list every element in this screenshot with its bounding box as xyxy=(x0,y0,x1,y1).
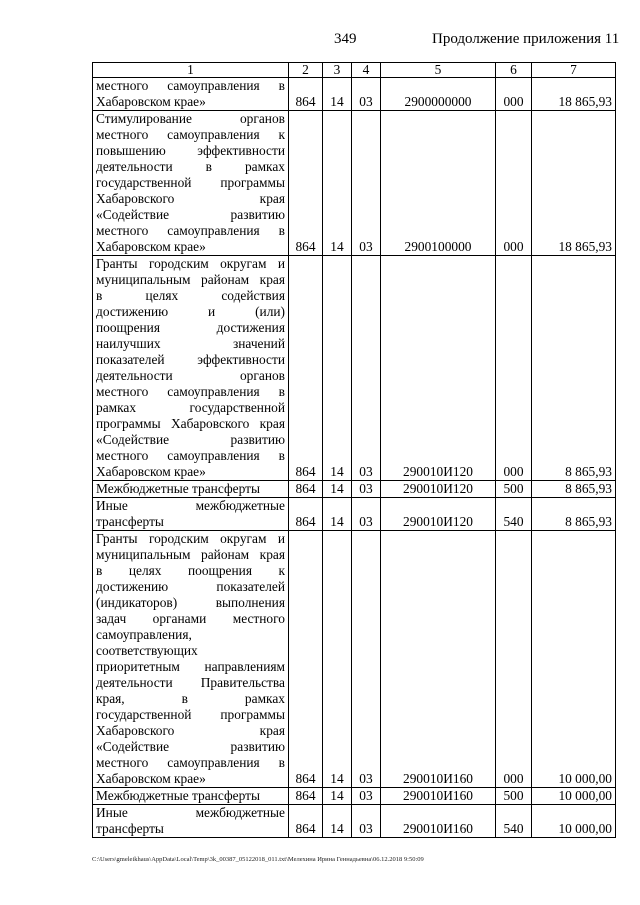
column-header: 1 xyxy=(93,63,289,78)
row-name-line: Межбюджетные трансферты xyxy=(96,481,260,496)
table-header-row xyxy=(93,63,616,78)
target-article-cell: 2900100000 xyxy=(381,111,496,256)
section-code-cell: 14 xyxy=(323,78,352,111)
row-name-cell xyxy=(93,788,289,805)
amount-cell: 8 865,93 xyxy=(532,481,616,498)
row-name-line: деятельности в рамках xyxy=(96,159,285,174)
row-name-line: в целях поощрения к xyxy=(96,563,285,578)
file-path-footer: C:\Users\gmeleikhaus\AppData\Local\Temp\3k_00387_05122018_011.txt\Мелехина Ирина Геннадьевна\06.12.2018 9:50:09 xyxy=(92,856,424,863)
target-article-cell: 290010И160 xyxy=(381,531,496,788)
row-name-line: программы Хабаровского края xyxy=(96,416,285,431)
section-code-cell: 14 xyxy=(323,481,352,498)
row-name-line: Межбюджетные трансферты xyxy=(96,788,260,803)
amount-cell: 8 865,93 xyxy=(532,256,616,481)
column-header: 3 xyxy=(323,63,352,78)
row-name-line: показателей эффективности xyxy=(96,352,285,367)
expense-type-cell: 500 xyxy=(496,788,532,805)
ministry-code-cell: 864 xyxy=(289,805,323,838)
row-name-line: муниципальным районам края xyxy=(96,547,285,562)
amount-cell: 18 865,93 xyxy=(532,111,616,256)
row-name-line: Хабаровском крае» xyxy=(96,464,206,479)
expense-type-cell: 000 xyxy=(496,111,532,256)
column-header: 5 xyxy=(381,63,496,78)
row-name-line: (индикаторов) выполнения xyxy=(96,595,285,610)
table-row xyxy=(93,805,616,838)
row-name-line: местного самоуправления в xyxy=(96,384,285,399)
row-name-line: достижению показателей xyxy=(96,579,285,594)
section-code-cell: 14 xyxy=(323,788,352,805)
table-row xyxy=(93,498,616,531)
row-name-line: Хабаровском крае» xyxy=(96,771,206,786)
row-name-line: деятельности Правительства xyxy=(96,675,285,690)
column-header: 4 xyxy=(352,63,381,78)
row-name-line: Хабаровского края xyxy=(96,723,285,738)
expense-type-cell: 500 xyxy=(496,481,532,498)
row-name-line: Стимулирование органов xyxy=(96,111,285,126)
row-name-cell xyxy=(93,256,289,481)
row-name-cell xyxy=(93,498,289,531)
section-code-cell: 14 xyxy=(323,256,352,481)
row-name-line: трансферты xyxy=(96,514,164,529)
row-name-line: «Содействие развитию xyxy=(96,432,285,447)
subsection-code-cell: 03 xyxy=(352,805,381,838)
row-name-line: государственной программы xyxy=(96,707,285,722)
table-row xyxy=(93,78,616,111)
column-header: 6 xyxy=(496,63,532,78)
row-name-line: Иные межбюджетные xyxy=(96,805,285,820)
row-name-line: Хабаровского края xyxy=(96,191,285,206)
row-name-line: задач органами местного xyxy=(96,611,285,626)
table-row xyxy=(93,111,616,256)
row-name-line: местного самоуправления в xyxy=(96,448,285,463)
target-article-cell: 290010И120 xyxy=(381,481,496,498)
table-row xyxy=(93,531,616,788)
subsection-code-cell: 03 xyxy=(352,111,381,256)
row-name-line: Иные межбюджетные xyxy=(96,498,285,513)
amount-cell: 10 000,00 xyxy=(532,805,616,838)
expense-type-cell: 000 xyxy=(496,256,532,481)
row-name-line: Гранты городским округам и xyxy=(96,256,285,271)
ministry-code-cell: 864 xyxy=(289,111,323,256)
table-row xyxy=(93,481,616,498)
row-name-line: достижению и (или) xyxy=(96,304,285,319)
subsection-code-cell: 03 xyxy=(352,78,381,111)
row-name-line: Хабаровском крае» xyxy=(96,94,206,109)
row-name-cell xyxy=(93,805,289,838)
ministry-code-cell: 864 xyxy=(289,481,323,498)
amount-cell: 10 000,00 xyxy=(532,788,616,805)
subsection-code-cell: 03 xyxy=(352,256,381,481)
expense-type-cell: 540 xyxy=(496,805,532,838)
row-name-line: приоритетным направлениям xyxy=(96,659,285,674)
row-name-line: Гранты городским округам и xyxy=(96,531,285,546)
amount-cell: 18 865,93 xyxy=(532,78,616,111)
row-name-line: «Содействие развитию xyxy=(96,207,285,222)
budget-table xyxy=(92,62,616,838)
section-code-cell: 14 xyxy=(323,805,352,838)
subsection-code-cell: 03 xyxy=(352,498,381,531)
row-name-cell xyxy=(93,111,289,256)
row-name-cell xyxy=(93,481,289,498)
column-header: 7 xyxy=(532,63,616,78)
row-name-line: Хабаровском крае» xyxy=(96,239,206,254)
ministry-code-cell: 864 xyxy=(289,788,323,805)
target-article-cell: 290010И120 xyxy=(381,498,496,531)
row-name-line: рамках государственной xyxy=(96,400,285,415)
expense-type-cell: 540 xyxy=(496,498,532,531)
row-name-line: местного самоуправления в xyxy=(96,223,285,238)
subsection-code-cell: 03 xyxy=(352,788,381,805)
row-name-line: местного самоуправления в xyxy=(96,78,285,93)
ministry-code-cell: 864 xyxy=(289,256,323,481)
section-code-cell: 14 xyxy=(323,498,352,531)
row-name-line: «Содействие развитию xyxy=(96,739,285,754)
row-name-line: государственной программы xyxy=(96,175,285,190)
row-name-line: наилучших значений xyxy=(96,336,285,351)
row-name-cell xyxy=(93,78,289,111)
ministry-code-cell: 864 xyxy=(289,531,323,788)
ministry-code-cell: 864 xyxy=(289,498,323,531)
row-name-line: деятельности органов xyxy=(96,368,285,383)
table-row xyxy=(93,256,616,481)
subsection-code-cell: 03 xyxy=(352,531,381,788)
target-article-cell: 290010И160 xyxy=(381,788,496,805)
row-name-line: местного самоуправления к xyxy=(96,127,285,142)
row-name-line: поощрения достижения xyxy=(96,320,285,335)
target-article-cell: 290010И120 xyxy=(381,256,496,481)
column-header: 2 xyxy=(289,63,323,78)
row-name-line: муниципальным районам края xyxy=(96,272,285,287)
row-name-line: самоуправления, xyxy=(96,627,192,642)
continuation-title: Продолжение приложения 11 xyxy=(432,31,620,47)
table-body xyxy=(93,78,616,838)
amount-cell: 8 865,93 xyxy=(532,498,616,531)
amount-cell: 10 000,00 xyxy=(532,531,616,788)
row-name-line: в целях содействия xyxy=(96,288,285,303)
row-name-line: трансферты xyxy=(96,821,164,836)
row-name-line: повышению эффективности xyxy=(96,143,285,158)
row-name-cell xyxy=(93,531,289,788)
row-name-line: местного самоуправления в xyxy=(96,755,285,770)
ministry-code-cell: 864 xyxy=(289,78,323,111)
target-article-cell: 2900000000 xyxy=(381,78,496,111)
target-article-cell: 290010И160 xyxy=(381,805,496,838)
table-row xyxy=(93,788,616,805)
row-name-line: края, в рамках xyxy=(96,691,285,706)
row-name-line: соответствующих xyxy=(96,643,198,658)
expense-type-cell: 000 xyxy=(496,78,532,111)
page-number: 349 xyxy=(334,31,357,47)
subsection-code-cell: 03 xyxy=(352,481,381,498)
section-code-cell: 14 xyxy=(323,531,352,788)
expense-type-cell: 000 xyxy=(496,531,532,788)
section-code-cell: 14 xyxy=(323,111,352,256)
